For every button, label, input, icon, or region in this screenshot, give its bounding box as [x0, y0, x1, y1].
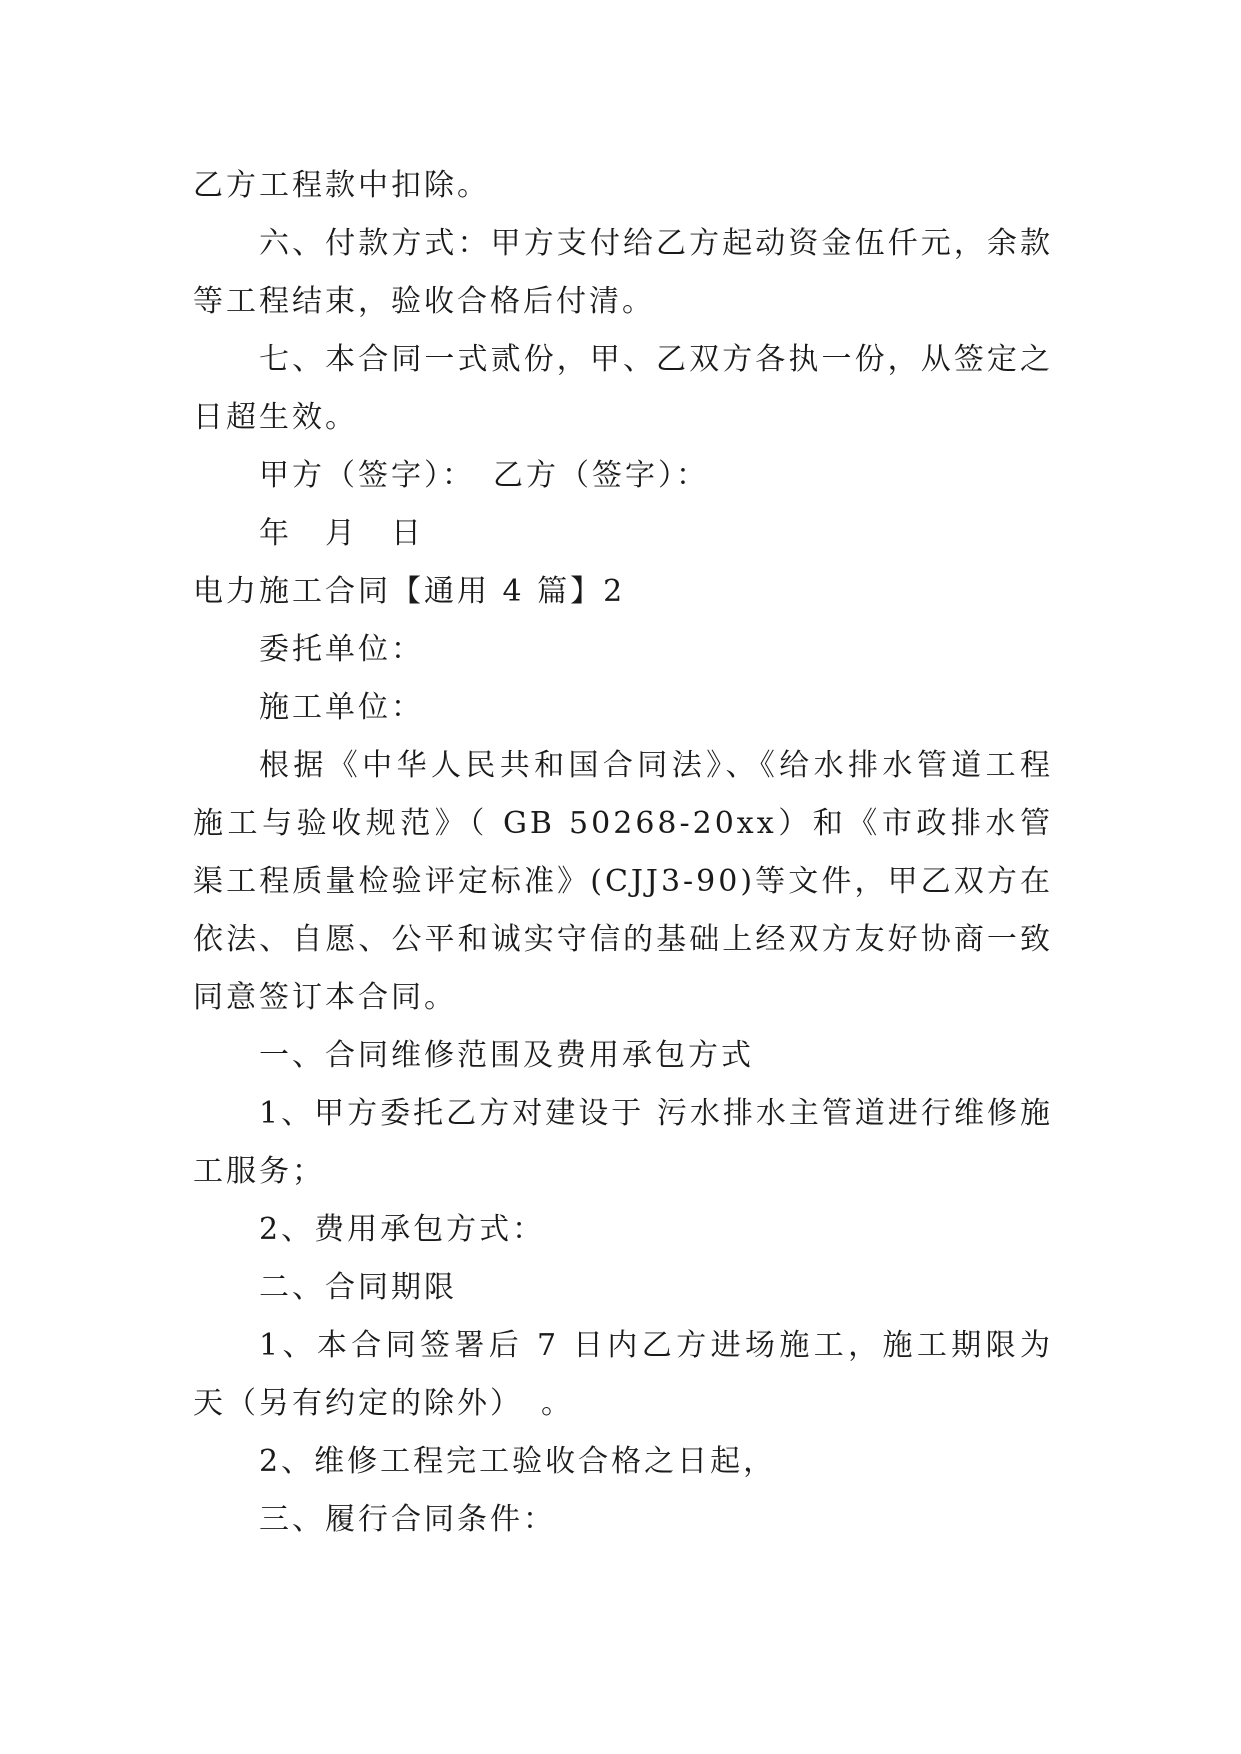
paragraph-legal-basis: 根据《中华人民共和国合同法》、《给水排水管道工程施工与验收规范》（ GB 50268-20xx）和《市政排水管渠工程质量检验评定标准》(CJJ3-90)等文件，甲乙双方在依法、自愿、公平和诚实守信的基础上经双方友好协商一致同意签订本合同。	[193, 748, 1053, 1015]
clause-item-acceptance: 2、维修工程完工验收合格之日起，	[259, 1444, 777, 1479]
clause-item-start: 1、本合同签署后 7 日内乙方进场施工，施工期限为天（另有约定的除外） 。	[193, 1328, 1053, 1421]
date-line: 年 月 日	[259, 516, 424, 551]
clause-item-commission: 1、甲方委托乙方对建设于 污水排水主管道进行维修施工服务；	[193, 1096, 1053, 1189]
document-body	[193, 157, 1053, 1549]
clause-heading-term: 二、合同期限	[259, 1270, 457, 1305]
paragraph-payment-method: 六、付款方式：甲方支付给乙方起动资金伍仟元，余款等工程结束，验收合格后付清。	[193, 226, 1053, 319]
clause-heading-scope: 一、合同维修范围及费用承包方式	[259, 1038, 754, 1073]
clause-heading-conditions: 三、履行合同条件：	[259, 1502, 556, 1537]
section-heading: 电力施工合同【通用 4 篇】2	[193, 574, 626, 609]
paragraph-copies: 七、本合同一式贰份，甲、乙双方各执一份，从签定之日超生效。	[193, 342, 1053, 435]
clause-item-cost-method: 2、费用承包方式：	[259, 1212, 546, 1247]
paragraph-deduction: 乙方工程款中扣除。	[193, 168, 490, 203]
client-unit-line: 委托单位：	[259, 632, 424, 667]
construction-unit-line: 施工单位：	[259, 690, 424, 725]
signature-line: 甲方（签字）： 乙方（签字）：	[259, 458, 709, 493]
